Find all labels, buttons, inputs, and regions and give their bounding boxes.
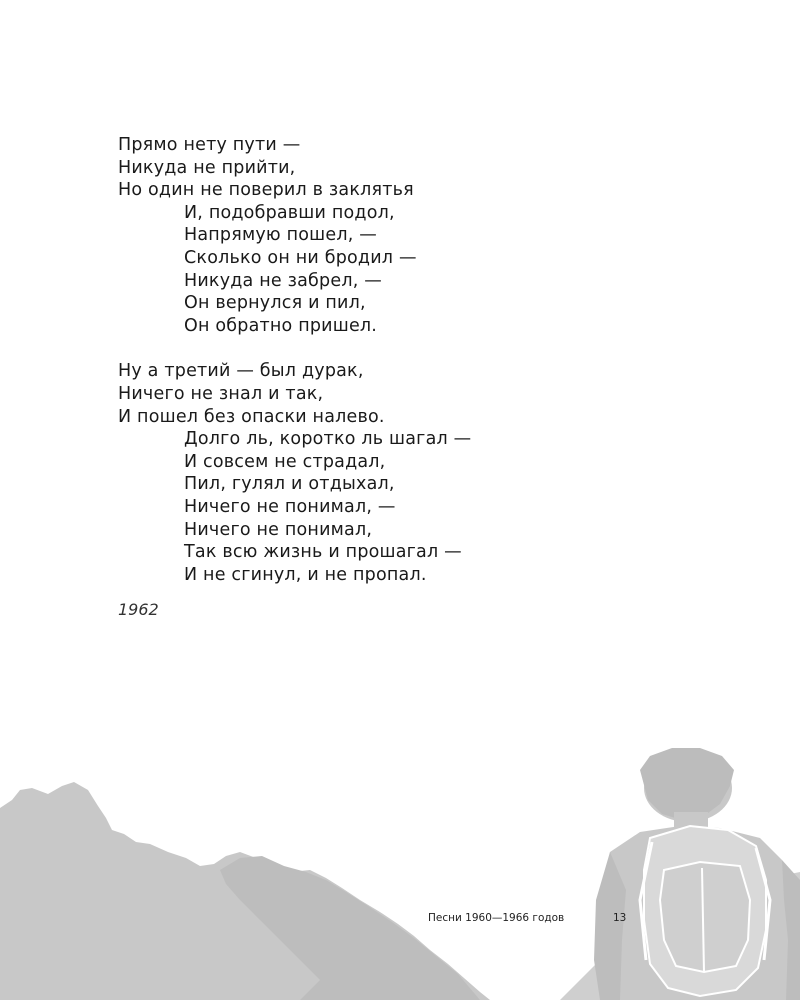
poem-line: Прямо нету пути — xyxy=(118,135,301,155)
poem-line: Он обратно пришел. xyxy=(184,315,378,336)
poem-line: Так всю жизнь и прошагал — xyxy=(184,542,462,563)
poem-line: Он вернулся и пил, xyxy=(184,293,366,314)
poem-line: Напрямую пошел, — xyxy=(184,225,377,246)
poem-line: Ничего не понимал, — xyxy=(184,496,396,517)
poem-line: И пошел без опаски налево. xyxy=(118,406,385,427)
poem-line: И совсем не страдал, xyxy=(184,451,386,472)
page-number: 13 xyxy=(613,912,627,924)
poem-line: Ничего не понимал, xyxy=(184,519,373,540)
poem-year: 1962 xyxy=(118,600,159,619)
backpack-icon xyxy=(640,826,770,996)
poem-line: Ничего не знал и так, xyxy=(118,383,324,404)
poem-line: Ну а третий — был дурак, xyxy=(118,361,364,382)
poem-line: И, подобравши подол, xyxy=(184,202,395,223)
poem-line: Никуда не забрел, — xyxy=(184,270,382,291)
poem-line: Но один не поверил в заклятья xyxy=(118,180,414,201)
running-title: Песни 1960—1966 годов xyxy=(428,912,565,924)
poem-line: Сколько он ни бродил — xyxy=(184,247,417,268)
poem-line: Пил, гулял и отдыхал, xyxy=(184,474,395,495)
poem-line: И не сгинул, и не пропал. xyxy=(184,564,427,585)
poem-line: Долго ль, коротко ль шагал — xyxy=(184,429,472,450)
poem-line: Никуда не прийти, xyxy=(118,157,296,178)
